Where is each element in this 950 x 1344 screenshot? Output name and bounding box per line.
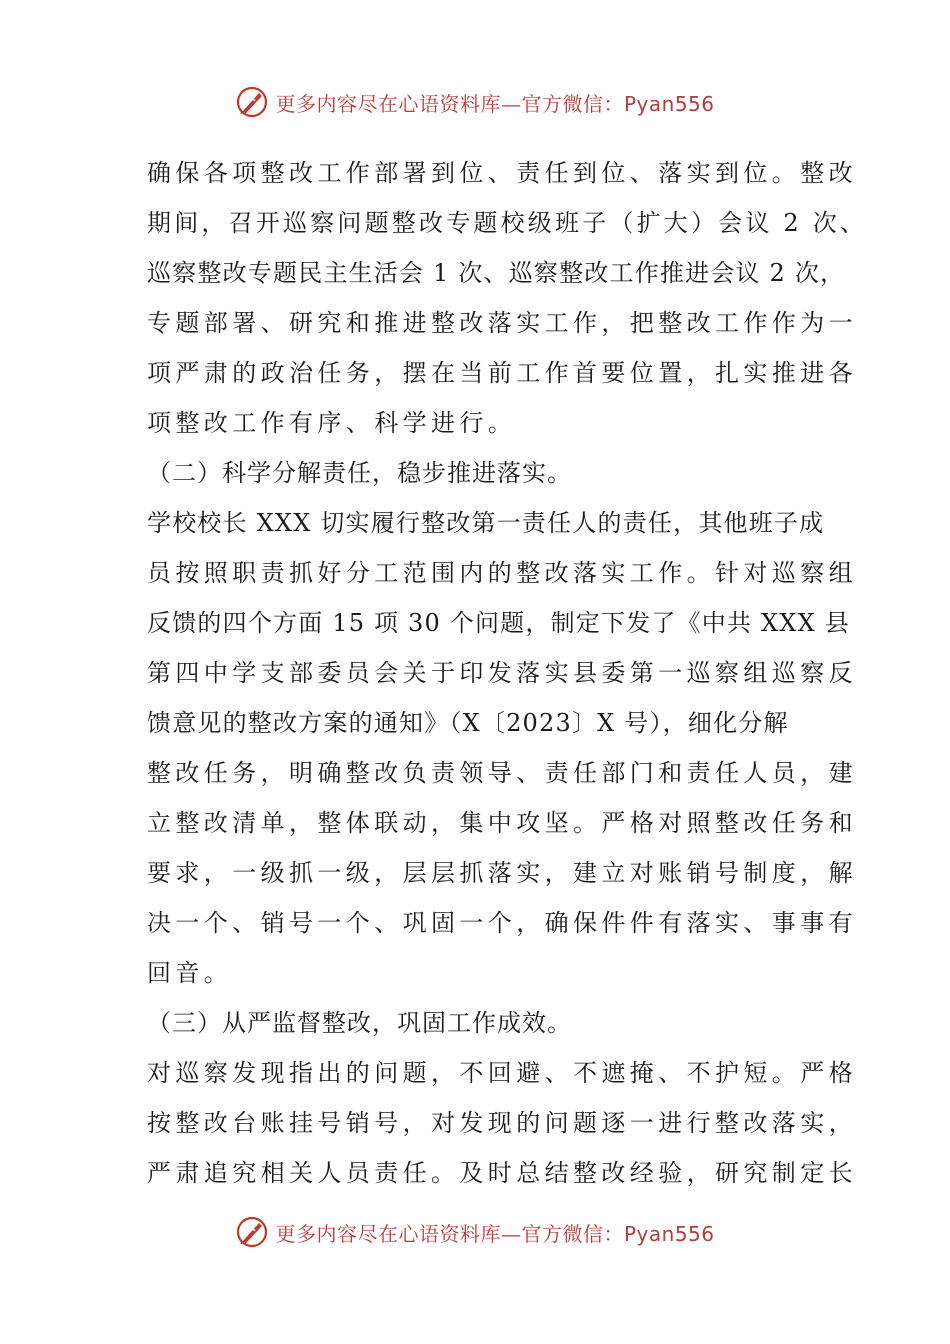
watermark-slogan: 更多内容尽在心语资料库—官方微信： <box>275 91 624 116</box>
body-line: 立整改清单，整体联动，集中攻坚。严格对照整改任务和 <box>147 809 857 837</box>
body-line: 严肃追究相关人员责任。及时总结整改经验，研究制定长 <box>147 1159 857 1187</box>
body-line: 第四中学支部委员会关于印发落实县委第一巡察组巡察反 <box>147 659 857 687</box>
watermark-banner-bottom <box>0 1212 950 1252</box>
body-line: 员按照职责抓好分工范围内的整改落实工作。针对巡察组 <box>147 559 857 587</box>
watermark-banner-top <box>0 82 950 122</box>
body-line: 按整改台账挂号销号，对发现的问题逐一进行整改落实， <box>147 1109 857 1137</box>
body-line: 确保各项整改工作部署到位、责任到位、落实到位。整改 <box>147 159 857 187</box>
watermark-text <box>275 1218 714 1247</box>
watermark-wechat-id: Pyan556 <box>623 91 715 116</box>
body-line: 反馈的四个方面 15 项 30 个问题，制定下发了《中共 XXX 县 <box>147 609 850 637</box>
body-line: 馈意见的整改方案的通知》（X〔2023〕X 号），细化分解 <box>147 709 789 737</box>
body-line: 整改任务，明确整改负责领导、责任部门和责任人员，建 <box>147 759 857 787</box>
section-heading: （三）从严监督整改，巩固工作成效。 <box>147 1009 572 1037</box>
body-line: 要求，一级抓一级，层层抓落实，建立对账销号制度，解 <box>147 859 857 887</box>
body-line: 项整改工作有序、科学进行。 <box>147 409 517 437</box>
watermark-text <box>275 88 714 117</box>
body-line: 决一个、销号一个、巩固一个，确保件件有落实、事事有 <box>147 909 857 937</box>
body-line: 项严肃的政治任务，摆在当前工作首要位置，扎实推进各 <box>147 359 857 387</box>
pen-quill-logo-icon <box>235 1215 269 1249</box>
pen-quill-logo-icon <box>235 85 269 119</box>
body-line: 对巡察发现指出的问题，不回避、不遮掩、不护短。严格 <box>147 1059 857 1087</box>
body-line: 回音。 <box>147 959 233 987</box>
section-heading: （二）科学分解责任，稳步推进落实。 <box>147 459 572 487</box>
body-line: 期间，召开巡察问题整改专题校级班子（扩大）会议 2 次、 <box>147 209 868 237</box>
body-line: 巡察整改专题民主生活会 1 次、巡察整改工作推进会议 2 次， <box>147 259 846 287</box>
watermark-wechat-id: Pyan556 <box>623 1221 715 1246</box>
watermark-slogan: 更多内容尽在心语资料库—官方微信： <box>275 1221 624 1246</box>
document-body <box>147 148 868 1198</box>
body-line: 专题部署、研究和推进整改落实工作，把整改工作作为一 <box>147 309 857 337</box>
body-line: 学校校长 XXX 切实履行整改第一责任人的责任，其他班子成 <box>147 509 825 537</box>
